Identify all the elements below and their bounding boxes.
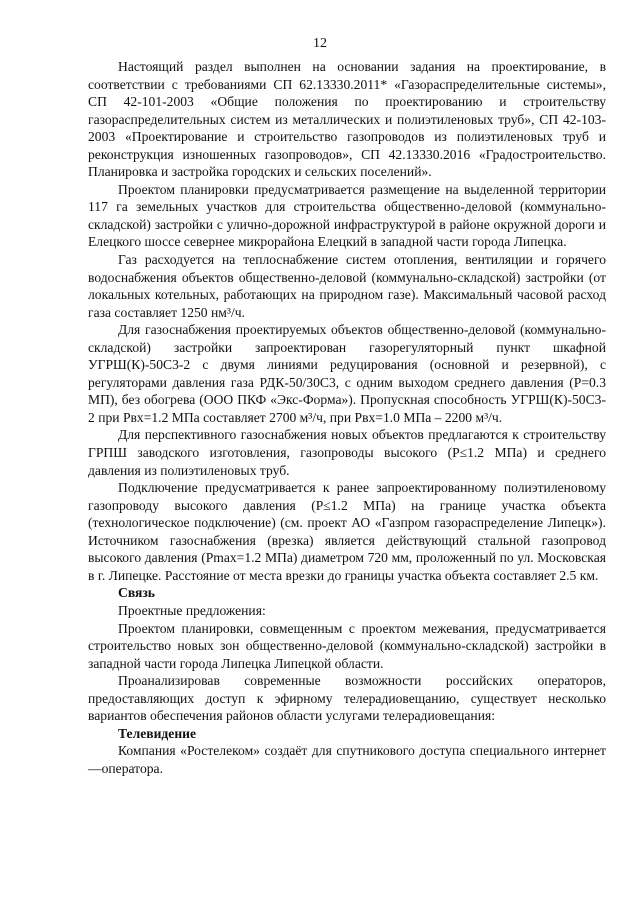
page-number: 12 (313, 36, 327, 51)
document-body (88, 58, 606, 777)
paragraph-broadcasting-options: Проанализировав современные возможности российских операторов, предоставляющих доступ к эфирному телерадиовещанию, существует несколько вариантов обеспечения районов области услугами телерадиовещания: (88, 673, 606, 724)
heading-communications: Связь (118, 585, 155, 601)
heading-television: Телевидение (118, 725, 197, 741)
paragraph-gas-regulator-point: Для газоснабжения проектируемых объектов общественно-деловой (коммунально-складской) застройки запроектирован газорегуляторный пункт шкафной УГРШ(К)-50С3-2 с двумя линиями редуцирования (основной и резервной), с регуляторами давления газа РДК-50/30С3, с одним выходом среднего давления (Р=0.3 МП), без обогрева (ООО ПКФ «Экс-Форма»). Пропускная способность УГРШ(К)-50С3-2 при Рвх=1.2 МПа составляет 2700 м³/ч, при Рвх=1.0 МПа – 2200 м³/ч. (88, 322, 606, 425)
paragraph-gas-consumption: Газ расходуется на теплоснабжение систем отопления, вентиляции и горячего водоснабжения объектов общественно-деловой (коммунально-складской) застройки (от локальных котельных, работающих на природном газе). Максимальный часовой расход газа составляет 1250 нм³/ч. (88, 252, 606, 320)
paragraph-connection: Подключение предусматривается к ранее запроектированному полиэтиленовому газопроводу высокого давления (Р≤1.2 МПа) на границе участка объекта (технологическое подключение) (см. проект АО «Газпром газораспределение Липецк»). Источником газоснабжения (врезка) является действующий стальной газопровод высокого давления (Рmax=1.2 МПа) диаметром 720 мм, проложенный по ул. Московская в г. Липецке. Расстояние от места врезки до границы участка объекта составляет 2.5 км. (88, 480, 606, 583)
paragraph-design-proposals: Проектные предложения: (118, 602, 266, 618)
paragraph-new-zones: Проектом планировки, совмещенным с проектом межевания, предусматривается строительство новых зон общественно-деловой (коммунально-складской) застройки в западной части города Липецка Липецкой области. (88, 620, 606, 671)
paragraph-prospective-gas-supply: Для перспективного газоснабжения новых объектов предлагаются к строительству ГРПШ заводского изготовления, газопроводы высокого (Р≤1.2 МПа) и среднего давления из полиэтиленовых труб. (88, 427, 606, 478)
paragraph-planning-territory: Проектом планировки предусматривается размещение на выделенной территории 117 га земельных участков для строительства общественно-деловой (коммунально-складской) застройки с улично-дорожной инфраструктурой в районе окружной дороги и Елецкого шоссе севернее микрорайона Елецкий в западной части города Липецка. (88, 181, 606, 250)
paragraph-rostelecom: Компания «Ростелеком» создаёт для спутникового доступа специального интернет—оператора. (88, 743, 606, 776)
paragraph-gas-regulations: Настоящий раздел выполнен на основании задания на проектирование, в соответствии с требованиями СП 62.13330.2011* «Газораспределительные системы», СП 42-101-2003 «Общие положения по проектированию и строительству газораспределительных систем из металлических и полиэтиленовых труб», СП 42-103-2003 «Проектирование и строительство газопроводов из полиэтиленовых труб и реконструкция изношенных газопроводов», СП 42.13330.2016 «Градостроительство. Планировка и застройка городских и сельских поселений». (88, 59, 606, 180)
